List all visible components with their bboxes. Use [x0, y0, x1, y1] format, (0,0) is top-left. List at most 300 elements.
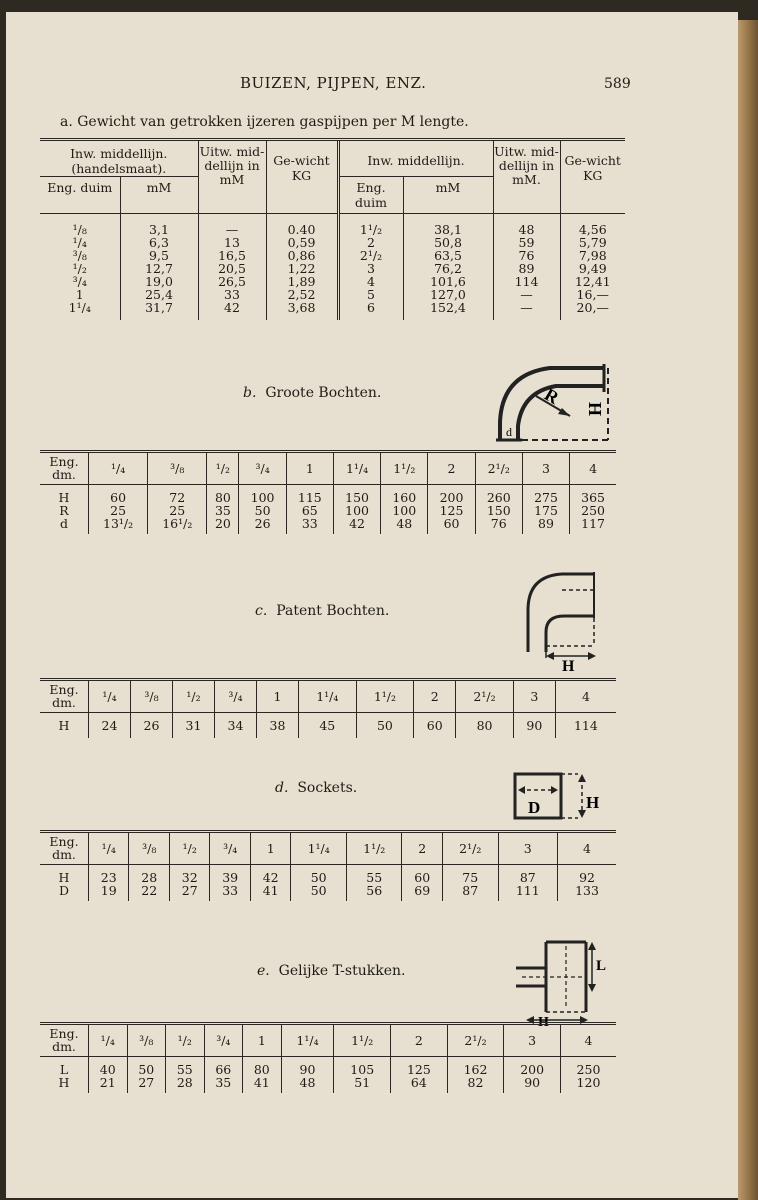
section_b-value: 89 [538, 516, 554, 531]
section_b-value-col [239, 485, 286, 535]
pipe-cell: 31,7 [145, 300, 173, 315]
section_d-value-col [89, 865, 129, 902]
section_e-value: 82 [467, 1075, 484, 1090]
diagram-e-l-label: L [596, 958, 607, 974]
section_e-value-col [334, 1057, 391, 1094]
section_b-value: 60 [110, 490, 127, 505]
section-c-letter: c. [255, 603, 268, 619]
mm-header: mM [120, 177, 198, 214]
section_b-value: 150 [345, 490, 369, 505]
section_c-size-header: ¹/₂ [173, 680, 215, 713]
groote-bocht-diagram [492, 360, 624, 444]
page-number: 589 [604, 76, 631, 92]
section_c-value: 50 [376, 718, 393, 733]
pipe-cell: 2 [367, 235, 375, 250]
pipe-cell: 76,2 [434, 261, 462, 276]
section-e-title [257, 963, 405, 979]
section_c-size-header: 1 [257, 680, 299, 713]
section_d-value-col [250, 865, 290, 902]
section_d-value: 39 [222, 870, 239, 885]
section_b-value-col [522, 485, 569, 535]
section-e-name: Gelijke T-stukken. [278, 963, 406, 979]
section_d-value: 33 [222, 883, 239, 898]
section_b-size-header: 4 [570, 452, 616, 485]
section_b-size-header: 3 [522, 452, 569, 485]
section_b-value-col [333, 485, 380, 535]
pipe-cell: 5 [367, 287, 375, 302]
section_e-value: 21 [99, 1075, 116, 1090]
section_b-value: 13¹/₂ [103, 516, 134, 531]
section_e-value: 41 [253, 1075, 270, 1090]
section_d-value: 56 [366, 883, 383, 898]
section_b-value-col [570, 485, 616, 535]
section_e-value: 51 [354, 1075, 371, 1090]
section_d-size-header: ³/₈ [129, 832, 169, 865]
section_e-value-col [166, 1057, 205, 1094]
section_e-value-col [391, 1057, 448, 1094]
section_e-value: 28 [176, 1075, 193, 1090]
section_d-value: 32 [181, 870, 198, 885]
section_d-value-col [129, 865, 169, 902]
section_b-value: 365 [581, 490, 605, 505]
section_d-size-header: 1¹/₂ [346, 832, 402, 865]
pipe-cell: 20,5 [218, 261, 246, 276]
pipe-cell: 0,59 [287, 235, 316, 250]
section_b-row-label: H [58, 490, 70, 505]
section_d-value-col [442, 865, 498, 902]
section_d-value: 42 [262, 870, 279, 885]
section_d-value-col [346, 865, 402, 902]
page-edge [738, 20, 758, 1200]
section_e-value-col [127, 1057, 166, 1094]
section_d-value: 55 [366, 870, 383, 885]
section_b-size-header: 2 [428, 452, 475, 485]
section_d-value: 111 [515, 883, 540, 898]
pipe-cell: 42 [224, 300, 240, 315]
section_b-value: 16¹/₂ [162, 516, 193, 531]
pipe-cell: ³/₄ [72, 274, 87, 289]
pipe-cell: 0.40 [287, 222, 316, 237]
section_e-value: 120 [576, 1075, 601, 1090]
section_b-value-col [381, 485, 428, 535]
running-header [0, 74, 740, 98]
pipe-cell: 9,5 [149, 248, 169, 263]
pipe-col-rows_left-mm [120, 214, 198, 321]
section_b-head-label: Eng. dm. [40, 452, 89, 485]
section-b-name: Groote Bochten. [265, 385, 382, 401]
socket-diagram [512, 770, 612, 826]
section-a-title: a. Gewicht van getrokken ijzeren gaspijpen per M lengte. [60, 114, 469, 130]
pipe-cell: 13 [224, 235, 240, 250]
pipe-cell: 5,79 [578, 235, 607, 250]
diagram-d-h-label: H [586, 793, 600, 812]
diagram-b-h-label: H [585, 401, 605, 416]
section_d-value-col [402, 865, 442, 902]
pipe-cell: — [520, 300, 533, 315]
section-b-title [243, 385, 381, 401]
section-d-title [275, 780, 357, 796]
section_c-size-header: 2¹/₂ [456, 680, 514, 713]
pipe-col-rows_left-kg [266, 214, 338, 321]
section_c-value-col [456, 713, 514, 739]
section_d-value: 92 [579, 870, 595, 885]
section_d-value: 133 [575, 883, 599, 898]
section_e-value: 250 [576, 1062, 601, 1077]
section_e-value: 125 [406, 1062, 431, 1077]
section_d-row-labels [40, 865, 89, 902]
section_d-size-header: 2¹/₂ [442, 832, 498, 865]
pipe-cell: 152,4 [430, 300, 466, 315]
section_c-value-col [513, 713, 555, 739]
section_d-row-label: D [58, 883, 70, 898]
section_c-value: 38 [269, 718, 286, 733]
pipe-cell: 3,1 [149, 222, 169, 237]
section_c-row-label: H [58, 718, 70, 733]
pipe-cell: ¹/₈ [72, 222, 87, 237]
section-b-letter: b. [243, 385, 257, 401]
section_e-value-col [504, 1057, 561, 1094]
section_d-size-header: 2 [402, 832, 442, 865]
section_e-value: 66 [215, 1062, 232, 1077]
section_d-value: 75 [462, 870, 479, 885]
section_d-value: 50 [310, 870, 327, 885]
eng-duim-header: Eng. duim [40, 177, 120, 214]
section_e-value: 35 [215, 1075, 232, 1090]
section_b-value: 33 [301, 516, 318, 531]
uitw2-header: Uitw. mid-dellijn in mM. [493, 140, 560, 214]
section_d-head-label: Eng. dm. [40, 832, 89, 865]
section_c-value-col [356, 713, 414, 739]
section_d-value: 27 [181, 883, 198, 898]
patent-bocht-diagram [520, 570, 610, 674]
pipe-col-rows_left-duim [40, 214, 120, 321]
section_d-value: 87 [462, 883, 479, 898]
diagram-c-h-label: H [562, 658, 575, 674]
section_b-size-header: 1¹/₂ [381, 452, 428, 485]
section_c-value: 114 [573, 718, 598, 733]
pipe-cell: 101,6 [430, 274, 466, 289]
section_b-value: 150 [486, 503, 511, 518]
section_d-value: 41 [262, 883, 279, 898]
section_c-value: 60 [426, 718, 443, 733]
section_c-value: 31 [185, 718, 202, 733]
pipe-cell: 6,3 [149, 235, 169, 250]
section_e-value: 64 [410, 1075, 427, 1090]
section_e-size-header: 1¹/₄ [281, 1024, 334, 1057]
section_b-value: 250 [581, 503, 605, 518]
section_d-size-header: ¹/₂ [169, 832, 209, 865]
section_b-value: 76 [490, 516, 507, 531]
section_e-size-header: 3 [504, 1024, 561, 1057]
section_b-value-col [207, 485, 239, 535]
section_b-value: 60 [443, 516, 460, 531]
section_e-row-label: L [59, 1062, 69, 1077]
section_b-value: 80 [214, 490, 231, 505]
section_d-value-col [291, 865, 347, 902]
section_b-value: 260 [486, 490, 511, 505]
section_e-value-col [560, 1057, 616, 1094]
section_e-size-header: 2¹/₂ [447, 1024, 504, 1057]
section_e-value: 40 [99, 1062, 116, 1077]
section_b-value: 175 [534, 503, 558, 518]
section_e-value: 50 [138, 1062, 155, 1077]
gewicht-header: Ge-wicht KG [266, 140, 338, 214]
section_b-value-col [286, 485, 333, 535]
section_d-size-header: ¹/₄ [89, 832, 129, 865]
diagram-b-d-label: d [506, 425, 512, 439]
section_b-value: 42 [349, 516, 365, 531]
section_d-size-header: ³/₄ [210, 832, 250, 865]
pipe-cell: 25,4 [145, 287, 173, 302]
section_e-value-col [243, 1057, 282, 1094]
section_b-value: 25 [110, 503, 127, 518]
section_b-row-label: d [59, 516, 68, 531]
section_d-size-header: 1¹/₄ [291, 832, 347, 865]
pipe-weight-table [40, 138, 625, 320]
section_d-value: 60 [414, 870, 431, 885]
section_c-value-col [89, 713, 131, 739]
section_c-row-labels [40, 713, 89, 739]
section_e-value-col [281, 1057, 334, 1094]
patent-bochten-table [40, 678, 616, 738]
section_c-value-col [299, 713, 357, 739]
section_d-value-col [498, 865, 558, 902]
pipe-cell: 59 [518, 235, 535, 250]
section_b-value: 65 [301, 503, 318, 518]
pipe-cell: 114 [514, 274, 539, 289]
section_e-value: 200 [520, 1062, 545, 1077]
diagram-b-r-label: R [541, 384, 563, 408]
pipe-cell: 16,5 [218, 248, 246, 263]
section-e-letter: e. [257, 963, 270, 979]
section_e-value: 48 [299, 1075, 316, 1090]
section_b-value: 20 [214, 516, 231, 531]
section_b-value: 50 [254, 503, 271, 518]
section_e-value: 80 [253, 1062, 270, 1077]
pipe-cell: 38,1 [434, 222, 462, 237]
section_d-value-col [169, 865, 209, 902]
pipe-cell: 2,52 [287, 287, 316, 302]
section_e-size-header: 1 [243, 1024, 282, 1057]
pipe-cell: 12,7 [145, 261, 173, 276]
pipe-cell: 3,68 [287, 300, 316, 315]
section_c-value: 45 [319, 718, 336, 733]
section_b-value: 100 [250, 490, 275, 505]
section_c-value: 34 [227, 718, 244, 733]
pipe-cell: 19,0 [145, 274, 173, 289]
section-c-name: Patent Bochten. [276, 603, 390, 619]
section_b-size-header: ¹/₄ [89, 452, 148, 485]
gewicht2-header: Ge-wicht KG [560, 140, 625, 214]
pipe-cell: 1¹/₄ [68, 300, 91, 315]
section_e-size-header: 2 [391, 1024, 448, 1057]
section-c-title [255, 603, 389, 619]
pipe-cell: 50,8 [434, 235, 462, 250]
pipe-cell: 1¹/₂ [359, 222, 383, 237]
section_d-size-header: 1 [250, 832, 290, 865]
pipe-cell: 16,— [576, 287, 609, 302]
section_d-value: 19 [100, 883, 117, 898]
section_e-size-header: 1¹/₂ [334, 1024, 391, 1057]
section_d-value: 28 [141, 870, 158, 885]
header-title: BUIZEN, PIJPEN, ENZ. [240, 74, 427, 92]
section_d-size-header: 4 [558, 832, 616, 865]
section_c-value-col [215, 713, 257, 739]
pipe-cell: ¹/₂ [72, 261, 87, 276]
section_b-value: 26 [254, 516, 271, 531]
section_e-head-label: Eng. dm. [40, 1024, 89, 1057]
uitw-header: Uitw. mid-dellijn in mM [198, 140, 266, 214]
pipe-cell: 20,— [576, 300, 609, 315]
pipe-cell: 3 [367, 261, 375, 276]
section_c-size-header: 2 [414, 680, 456, 713]
pipe-cell: 4 [367, 274, 375, 289]
pipe-cell: 9,49 [578, 261, 607, 276]
section_b-value: 35 [214, 503, 231, 518]
section_b-size-header: 2¹/₂ [475, 452, 522, 485]
section_d-size-header: 3 [498, 832, 558, 865]
section_e-size-header: ³/₈ [127, 1024, 166, 1057]
pipe-cell: — [520, 287, 533, 302]
section_d-value: 22 [141, 883, 158, 898]
section_b-value: 160 [392, 490, 417, 505]
section_e-value-col [447, 1057, 504, 1094]
section_e-row-label: H [58, 1075, 70, 1090]
pipe-cell: 26,5 [218, 274, 246, 289]
section_b-value-col [475, 485, 522, 535]
section_c-value: 24 [101, 718, 118, 733]
t-stukken-table [40, 1022, 616, 1093]
section_b-size-header: ³/₄ [239, 452, 286, 485]
section_c-value-col [414, 713, 456, 739]
section_b-value: 100 [392, 503, 417, 518]
section_b-value: 275 [534, 490, 558, 505]
section_d-value: 69 [414, 883, 431, 898]
section_e-value-col [204, 1057, 243, 1094]
section_c-head-label: Eng. dm. [40, 680, 89, 713]
section_c-size-header: ³/₈ [131, 680, 173, 713]
section_c-value: 90 [526, 718, 543, 733]
section_b-value: 117 [581, 516, 605, 531]
pipe-col-rows_left-uitw [198, 214, 266, 321]
pipe-col-rows_right-mm [403, 214, 493, 321]
pipe-cell: 2¹/₂ [359, 248, 383, 263]
mm2-header: mM [403, 177, 493, 214]
pipe-cell: ¹/₄ [72, 235, 87, 250]
section_d-value: 50 [310, 883, 327, 898]
pipe-cell: 1,22 [287, 261, 316, 276]
section_b-value: 200 [439, 490, 464, 505]
section_b-size-header: 1 [286, 452, 333, 485]
section_c-value-col [173, 713, 215, 739]
section_d-value: 23 [100, 870, 117, 885]
section_e-size-header: ³/₄ [204, 1024, 243, 1057]
section_c-value: 80 [476, 718, 493, 733]
pipe-cell: 48 [518, 222, 535, 237]
section_e-value: 105 [350, 1062, 375, 1077]
section_c-value-col [555, 713, 616, 739]
diagram-d-d-label: D [528, 798, 541, 817]
section_b-size-header: ³/₈ [148, 452, 207, 485]
pipe-cell: 7,98 [578, 248, 607, 263]
section_e-value: 55 [176, 1062, 193, 1077]
section_d-value-col [558, 865, 616, 902]
pipe-cell: 76 [518, 248, 535, 263]
section_c-size-header: ¹/₄ [89, 680, 131, 713]
section_b-size-header: ¹/₂ [207, 452, 239, 485]
section_e-value: 162 [463, 1062, 488, 1077]
section_e-value: 90 [299, 1062, 316, 1077]
groote-bochten-table [40, 450, 616, 534]
section-d-letter: d. [275, 780, 289, 796]
pipe-cell: 127,0 [430, 287, 466, 302]
section_b-size-header: 1¹/₄ [333, 452, 380, 485]
section_c-size-header: ³/₄ [215, 680, 257, 713]
section_c-value: 26 [143, 718, 160, 733]
section_b-value-col [428, 485, 475, 535]
section_c-size-header: 1¹/₄ [299, 680, 357, 713]
pipe-cell: 1,89 [287, 274, 316, 289]
pipe-cell: — [225, 222, 239, 237]
section_d-value-col [210, 865, 250, 902]
pipe-cell: 89 [518, 261, 535, 276]
section_e-size-header: 4 [560, 1024, 616, 1057]
pipe-cell: 63,5 [434, 248, 462, 263]
section_b-value: 100 [345, 503, 369, 518]
pipe-cell: ³/₈ [72, 248, 87, 263]
section_b-value: 115 [297, 490, 322, 505]
pipe-cell: 12,41 [574, 274, 611, 289]
section_e-value-col [89, 1057, 128, 1094]
pipe-cell: 1 [75, 287, 84, 302]
pipe-cell: 33 [224, 287, 240, 302]
section_b-value: 72 [169, 490, 186, 505]
section_c-size-header: 4 [555, 680, 616, 713]
section_b-row-label: R [59, 503, 69, 518]
pipe-cell: 4,56 [578, 222, 607, 237]
section_e-size-header: ¹/₂ [166, 1024, 205, 1057]
section_e-size-header: ¹/₄ [89, 1024, 128, 1057]
pipe-cell: 0,86 [287, 248, 316, 263]
section_b-value: 125 [439, 503, 464, 518]
inw2-header: Inw. middellijn. [338, 140, 493, 177]
section_e-row-labels [40, 1057, 89, 1094]
sockets-table [40, 830, 616, 901]
section_b-value-col [89, 485, 148, 535]
pipe-cell: 6 [367, 300, 375, 315]
section_c-size-header: 1¹/₂ [356, 680, 414, 713]
section-d-name: Sockets. [297, 780, 358, 796]
eng-duim2-header: Eng. duim [338, 177, 403, 214]
section_b-value-col [148, 485, 207, 535]
diagram-e-h-label: H [538, 1015, 549, 1026]
section_e-value: 27 [138, 1075, 155, 1090]
section_d-value: 87 [519, 870, 536, 885]
pipe-col-rows_right-duim [338, 214, 403, 321]
pipe-col-rows_right-uitw [493, 214, 560, 321]
inw-header: Inw. middellijn. (handelsmaat). [40, 140, 198, 177]
section_b-value: 25 [169, 503, 186, 518]
section_d-row-label: H [58, 870, 70, 885]
t-piece-diagram [512, 932, 612, 1026]
section_b-value: 48 [396, 516, 413, 531]
section_b-row-labels [40, 485, 89, 535]
section_e-value: 90 [524, 1075, 541, 1090]
pipe-col-rows_right-kg [560, 214, 625, 321]
section_c-value-col [257, 713, 299, 739]
section_c-size-header: 3 [513, 680, 555, 713]
section_c-value-col [131, 713, 173, 739]
